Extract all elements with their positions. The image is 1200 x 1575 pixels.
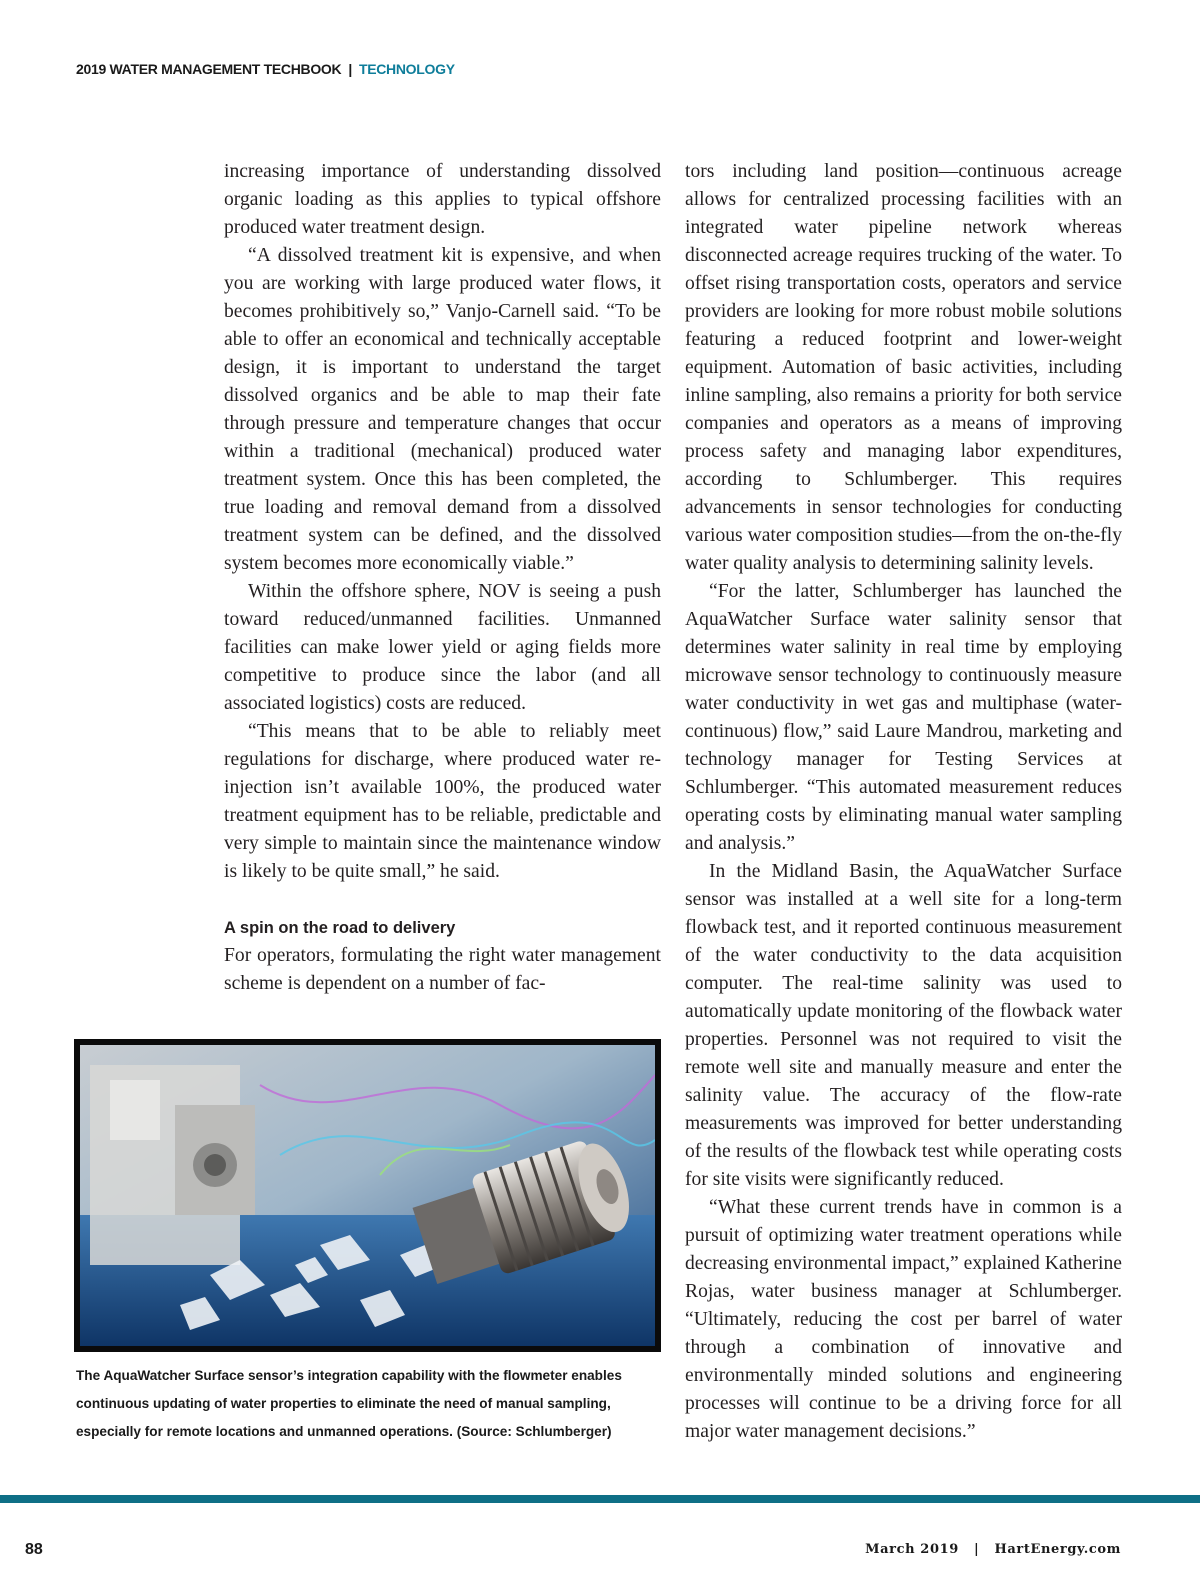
section-subhead: A spin on the road to delivery [224,919,456,937]
article-column-right [685,158,1122,1446]
header-separator: | [348,61,352,77]
paragraph: “A dissolved treatment kit is expensive, and when you are working with large produced water flows, it becomes prohibitively so,” Vanjo-Carnell said. “To be able to offer an economical and technically acceptable design, it is important to understand the target dissolved organics and be able to map their fate through pressure and temperature changes that occur within a traditional (mechanical) produced water treatment system. Once this has been completed, the true loading and removal demand from a dissolved treatment system can be defined, and the dissolved system becomes more economically viable.” [224,245,661,574]
paragraph: For operators, formulating the right water management scheme is dependent on a number of fac- [224,945,661,994]
paragraph: tors including land position—continuous acreage allows for centralized processing facilities with an integrated water pipeline network whereas disconnected acreage requires trucking of the water. To offset rising transportation costs, operators and service providers are looking for more robust mobile solutions featuring a reduced footprint and lower-weight equipment. Automation of basic activities, including inline sampling, also remains a priority for both service companies and operators as a means of improving process safety and managing labor expenditures, according to Schlumberger. This requires advancements in sensor technologies for conducting various water composition studies—from the on-the-fly water quality analysis to determining salinity levels. [685,161,1122,574]
article-column-left [224,158,661,998]
footer-separator: | [974,1542,980,1557]
paragraph: increasing importance of understanding dissolved organic loading as this applies to typical offshore produced water treatment design. [224,161,661,238]
paragraph: “For the latter, Schlumberger has launched the AquaWatcher Surface water salinity sensor that determines water salinity in real time by employing microwave sensor technology to continuously measure water conductivity in wet gas and multiphase (water-continuous) flow,” said Laure Mandrou, marketing and technology manager for Testing Services at Schlumberger. “This automated measurement reduces operating costs by eliminating manual water sampling and analysis.” [685,581,1122,854]
paragraph: Within the offshore sphere, NOV is seeing a push toward reduced/unmanned facilities. Unmanned facilities can make lower yield or aging fields more competitive to produce since the labor (and all associated logistics) costs are reduced. [224,581,661,714]
running-header [76,59,455,79]
publication-title: 2019 WATER MANAGEMENT TECHBOOK [76,61,342,77]
figure-caption: The AquaWatcher Surface sensor’s integration capability with the flowmeter enables continuous updating of water properties to eliminate the need of manual sampling, especially for remote locations and unmanned operations. (Source: Schlumberger) [76,1368,622,1439]
page-number: 88 [25,1541,43,1558]
aquawatcher-sensor-illustration [80,1045,655,1346]
issue-date: March 2019 [865,1542,959,1557]
section-label: TECHNOLOGY [358,61,455,77]
website-link[interactable]: HartEnergy.com [994,1542,1121,1557]
footer-rule [0,1495,1200,1503]
footer-info [865,1542,1121,1557]
paragraph: In the Midland Basin, the AquaWatcher Surface sensor was installed at a well site for a long-term flowback test, and it reported continuous measurement of the water conductivity to the data acquisition computer. The real-time salinity was used to automatically update monitoring of the flowback water properties. Personnel was not required to visit the remote well site and manually measure and enter the salinity value. The accuracy of the flow-rate measurements was improved for better understanding of the results of the flowback test while operating costs for site visits were significantly reduced. [685,861,1122,1190]
paragraph: “This means that to be able to reliably meet regulations for discharge, where produced water re-injection isn’t available 100%, the produced water treatment equipment has to be reliable, predictable and very simple to maintain since the maintenance window is likely to be quite small,” he said. [224,721,661,882]
paragraph: “What these current trends have in common is a pursuit of optimizing water treatment operations while decreasing environmental impact,” explained Katherine Rojas, water business manager at Schlumberger. “Ultimately, reducing the cost per barrel of water through a combination of innovative and environmentally minded solutions and engineering processes will continue to be a driving force for all major water management decisions.” [685,1197,1122,1442]
sensor-photo [74,1039,661,1352]
